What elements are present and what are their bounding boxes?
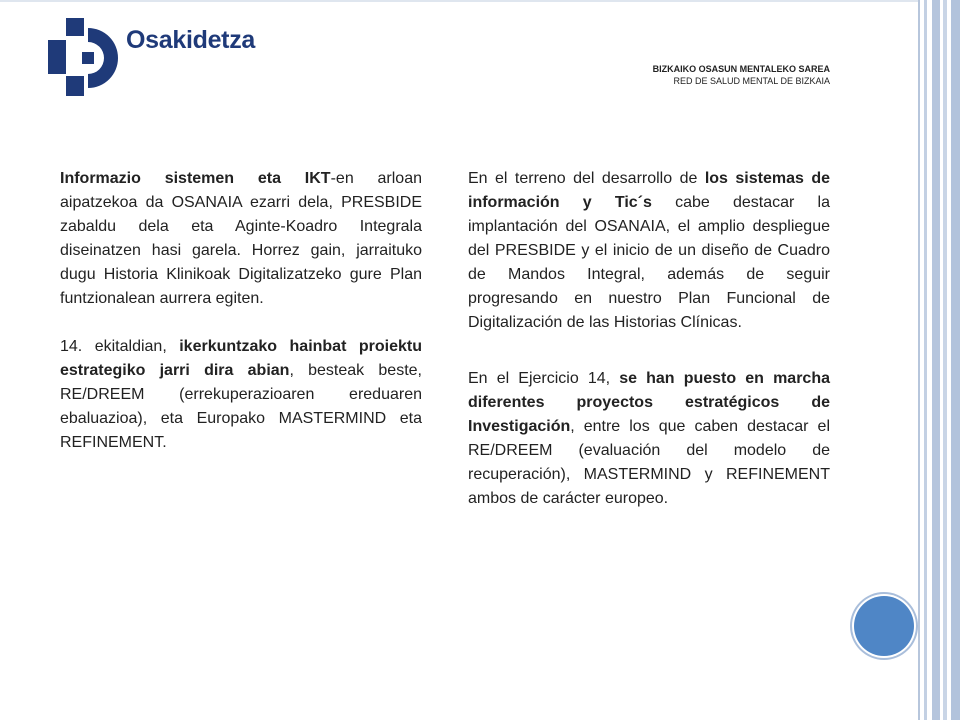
right-paragraph-1 (468, 167, 830, 335)
decorative-circle (854, 596, 914, 656)
text-run: -en arloan aipatzekoa da OSANAIA ezarri dela, PRESBIDE zabaldu dela eta Aginte-Koadro Integrala diseinatzen hasi garela. Horrez gain, jarraituko dugu Historia Klinikoak Digitalizatzeko gure Plan funtzionalean aurrera egiten. (60, 170, 423, 307)
right-text-column (468, 167, 830, 511)
text-run: 14. ekitaldian, (60, 338, 180, 355)
side-bar (943, 0, 947, 720)
left-paragraph-2 (60, 335, 422, 455)
text-run: cabe destacar la implantación del OSANAIA, el amplio despliegue del PRESBIDE y el inicio de un diseño de Cuadro de Mandos Integral, además de seguir progresando en nuestro Plan Funcional de Digitalización de las Historias Clínicas. (468, 194, 830, 331)
side-bar (932, 0, 940, 720)
bold-phrase: ikerkuntzako hainbat proiektu estrategiko jarri dira abian (60, 338, 422, 379)
left-text-column (60, 167, 422, 455)
osakidetza-cross-icon (48, 18, 128, 96)
text-run: En el terreno del desarrollo de (468, 170, 705, 187)
side-bar (951, 0, 960, 720)
brand-name: Osakidetza (126, 26, 256, 54)
bold-phrase: se han puesto en marcha diferentes proyectos estratégicos de Investigación (468, 370, 830, 435)
slide-top-edge (0, 0, 918, 2)
side-bar (924, 0, 927, 720)
text-run: , entre los que caben destacar el RE/DREEM (evaluación del modelo de recuperación), MASTERMIND y REFINEMENT ambos de carácter europeo. (468, 418, 830, 507)
text-run: , besteak beste, RE/DREEM (errekuperazioaren ereduaren ebaluazioa), eta Europako MASTERMIND eta REFINEMENT. (60, 362, 422, 451)
network-name-basque: BIZKAIKO OSASUN MENTALEKO SAREA (652, 64, 830, 74)
osakidetza-logo (48, 18, 278, 96)
left-paragraph-1 (60, 167, 422, 311)
network-name-spanish: RED DE SALUD MENTAL DE BIZKAIA (673, 76, 830, 86)
bold-phrase: Informazio sistemen eta IKT (60, 170, 331, 187)
bold-phrase: los sistemas de información y Tic´s (468, 170, 831, 211)
text-run: En el Ejercicio 14, (468, 370, 620, 387)
side-bar (918, 0, 920, 720)
decorative-side-bars (918, 0, 960, 720)
right-paragraph-2 (468, 367, 830, 511)
